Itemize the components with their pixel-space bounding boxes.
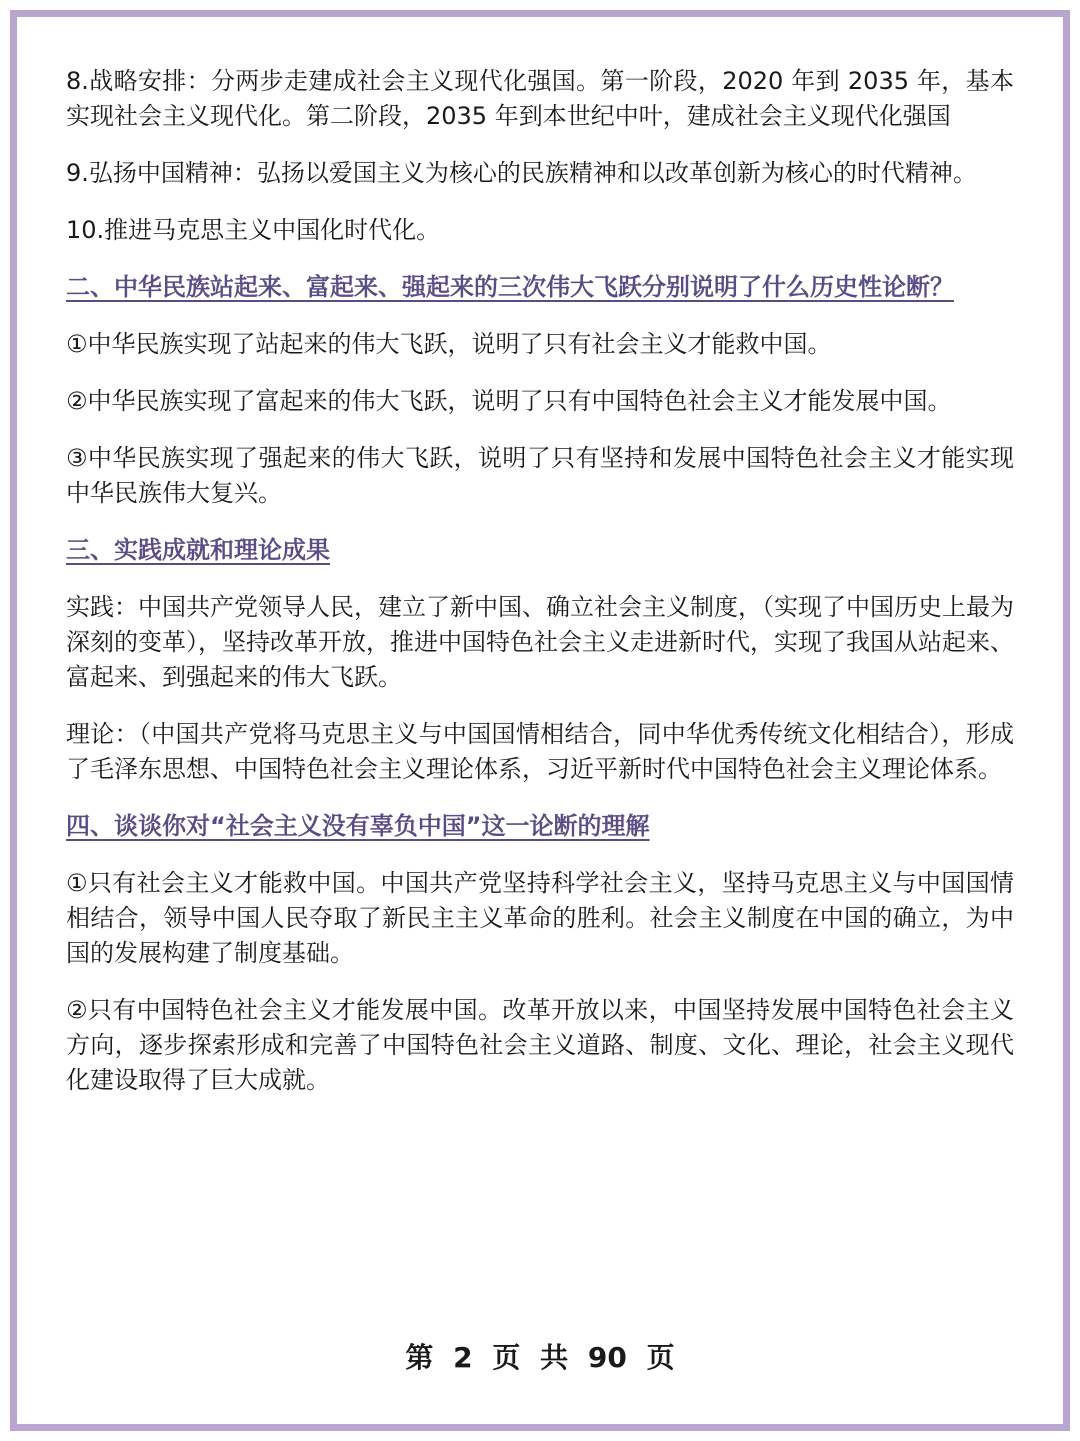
paragraph-item-8: 8.战略安排：分两步走建成社会主义现代化强国。第一阶段，2020 年到 2035 年，基本实现社会主义现代化。第二阶段，2035 年到本世纪中叶，建成社会主义现代化强国 — [66, 67, 1014, 130]
section-heading-4: 四、谈谈你对“社会主义没有辜负中国”这一论断的理解 — [66, 812, 650, 840]
theory-paragraph: 理论：（中国共产党将马克思主义与中国国情相结合，同中华优秀传统文化相结合），形成了毛泽东思想、中国特色社会主义理论体系，习近平新时代中国特色社会主义理论体系。 — [66, 720, 1014, 783]
document-body — [66, 64, 1014, 1120]
section-heading-2: 二、中华民族站起来、富起来、强起来的三次伟大飞跃分别说明了什么历史性论断？ — [66, 273, 954, 301]
practice-paragraph: 实践：中国共产党领导人民，建立了新中国、确立社会主义制度，（实现了中国历史上最为深刻的变革），坚持改革开放，推进中国特色社会主义走进新时代，实现了我国从站起来、富起来、到强起来的伟大飞跃。 — [66, 593, 1014, 691]
section4-item-2: ②只有中国特色社会主义才能发展中国。改革开放以来，中国坚持发展中国特色社会主义方向，逐步探索形成和完善了中国特色社会主义道路、制度、文化、理论，社会主义现代化建设取得了巨大成就。 — [66, 996, 1014, 1094]
paragraph-item-10: 10.推进马克思主义中国化时代化。 — [66, 216, 441, 244]
paragraph-item-9: 9.弘扬中国精神：弘扬以爱国主义为核心的民族精神和以改革创新为核心的时代精神。 — [66, 159, 977, 187]
section2-item-3: ③中华民族实现了强起来的伟大飞跃，说明了只有坚持和发展中国特色社会主义才能实现中华民族伟大复兴。 — [66, 444, 1014, 507]
section2-item-2: ②中华民族实现了富起来的伟大飞跃，说明了只有中国特色社会主义才能发展中国。 — [66, 387, 952, 415]
section-heading-3: 三、实践成就和理论成果 — [66, 536, 330, 564]
page-number-footer: 第 2 页 共 90 页 — [405, 1341, 675, 1374]
section2-item-1: ①中华民族实现了站起来的伟大飞跃，说明了只有社会主义才能救中国。 — [66, 330, 832, 358]
section4-item-1: ①只有社会主义才能救中国。中国共产党坚持科学社会主义，坚持马克思主义与中国国情相结合，领导中国人民夺取了新民主主义革命的胜利。社会主义制度在中国的确立，为中国的发展构建了制度基础。 — [66, 869, 1014, 967]
